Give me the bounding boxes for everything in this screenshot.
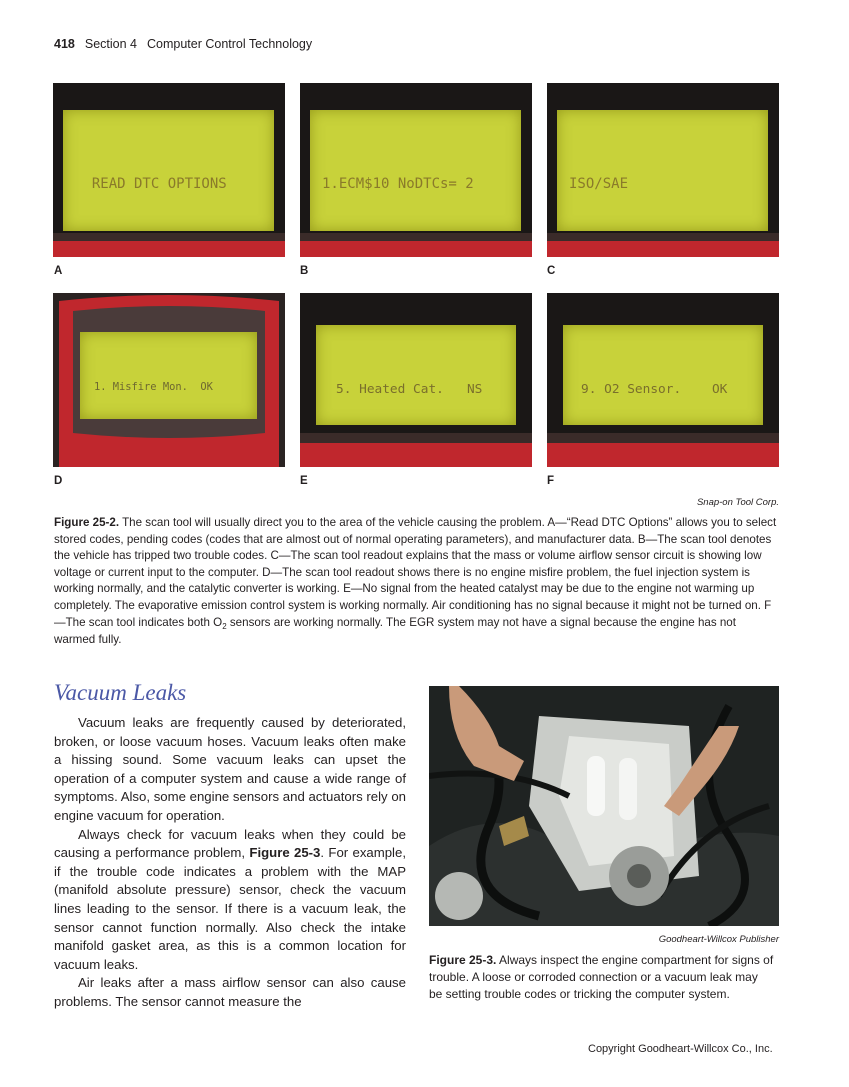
paragraph — [54, 826, 406, 975]
lcd-line: 1. Misfire Mon. OK — [94, 380, 213, 393]
lcd-screen-c — [557, 110, 768, 231]
figure-reference: Figure 25-3 — [249, 845, 321, 861]
engine-photo — [429, 686, 779, 926]
lcd-line: 1.ECM$10 NoDTCs= 2 — [322, 175, 474, 192]
figure-panel-f — [547, 293, 779, 467]
figure-panel-d — [53, 293, 285, 467]
figure-panel-a — [53, 83, 285, 257]
lcd-line — [569, 230, 768, 231]
figure-caption — [54, 515, 779, 649]
lcd-screen-a — [63, 110, 274, 231]
paragraph-text: . For example, if the trouble code indicates a problem with the MAP (manifold absolute pressure) sensor, check the vacuum lines leading to the sensor. If there is a vacuum leak, the sensor cannot function normally. Also check the intake manifold gasket area, as this is a common location for vacuum leaks. — [54, 845, 406, 972]
panel-label-e: E — [300, 475, 308, 487]
lcd-screen-e — [316, 325, 516, 425]
figure-panel-c — [547, 83, 779, 257]
lcd-screen-d — [80, 332, 257, 419]
page-number: 418 — [54, 37, 75, 51]
section-heading: Vacuum Leaks — [54, 680, 187, 705]
lcd-line: READ DTC OPTIONS — [75, 175, 227, 192]
lcd-line: 9. O2 Sensor. OK — [581, 381, 728, 397]
panel-label-d: D — [54, 475, 63, 487]
chapter-title: Computer Control Technology — [146, 37, 313, 51]
running-header — [54, 37, 312, 51]
figure-caption — [429, 952, 774, 1003]
lcd-screen-f — [563, 325, 763, 425]
paragraph-text: Always check for vacuum leaks when they could be causing a performance problem, — [54, 826, 406, 861]
paragraph: Air leaks after a mass airflow sensor can also cause problems. The sensor cannot measure the — [54, 975, 406, 1009]
paragraph: Vacuum leaks are frequently caused by deteriorated, broken, or loose vacuum hoses. Vacuum leaks often make a hissing sound. Some vacuum leaks can upset the operation of a computer system and cause a wide range of symptoms. Also, some engine sensors and actuators rely on engine vacuum for operation. — [54, 715, 406, 823]
panel-label-b: B — [300, 265, 309, 277]
caption-text: Always inspect the engine compartment for signs of trouble. A loose or corroded connection or a vacuum leak may be setting trouble codes or tricking the computer system. — [429, 953, 774, 1001]
figure-number: Figure 25-2. — [54, 516, 120, 529]
figure-credit: Snap-on Tool Corp. — [696, 497, 779, 508]
figure-panel-e — [300, 293, 532, 467]
figure-number: Figure 25-3. — [429, 953, 497, 967]
lcd-screen-b — [310, 110, 521, 231]
panel-label-a: A — [54, 265, 63, 277]
body-text — [54, 714, 406, 1012]
copyright-footer: Copyright Goodheart-Willcox Co., Inc. — [588, 1043, 773, 1055]
figure-panel-b — [300, 83, 532, 257]
panel-label-c: C — [547, 265, 556, 277]
section-label: Section 4 — [84, 37, 137, 51]
lcd-line — [75, 230, 274, 231]
lcd-line: 5. Heated Cat. NS — [336, 381, 483, 397]
caption-subscript: 2 — [222, 621, 227, 631]
panel-label-f: F — [547, 475, 555, 487]
lcd-line: ISO/SAE — [569, 175, 629, 192]
engine-compartment-illustration — [429, 686, 779, 926]
caption-text: sensors are working normally. The EGR system may not have a signal because the engine has not warmed fully. — [54, 615, 736, 647]
caption-text: The scan tool will usually direct you to the area of the vehicle causing the problem. A—“Read DTC Options” allows you to select stored codes, pending codes (codes that are almost out of normal operating parameters), and manufacturer data. B—The scan tool denotes the vehicle has tripped two trouble codes. C—The scan tool readout explains that the mass or volume airflow sensor circuit is showing low voltage or current input to the computer. D—The scan tool readout shows there is no engine misfire problem, the fuel injection system is working normally, and the catalytic converter is working. E—No signal from the heated catalyst may be due to the engine not warming up completely. The evaporative emission control system is working normally. Air conditioning has no signal because it might not be turned on. F—The scan tool indicates both O — [54, 516, 777, 629]
figure-credit: Goodheart-Willcox Publisher — [658, 934, 779, 945]
